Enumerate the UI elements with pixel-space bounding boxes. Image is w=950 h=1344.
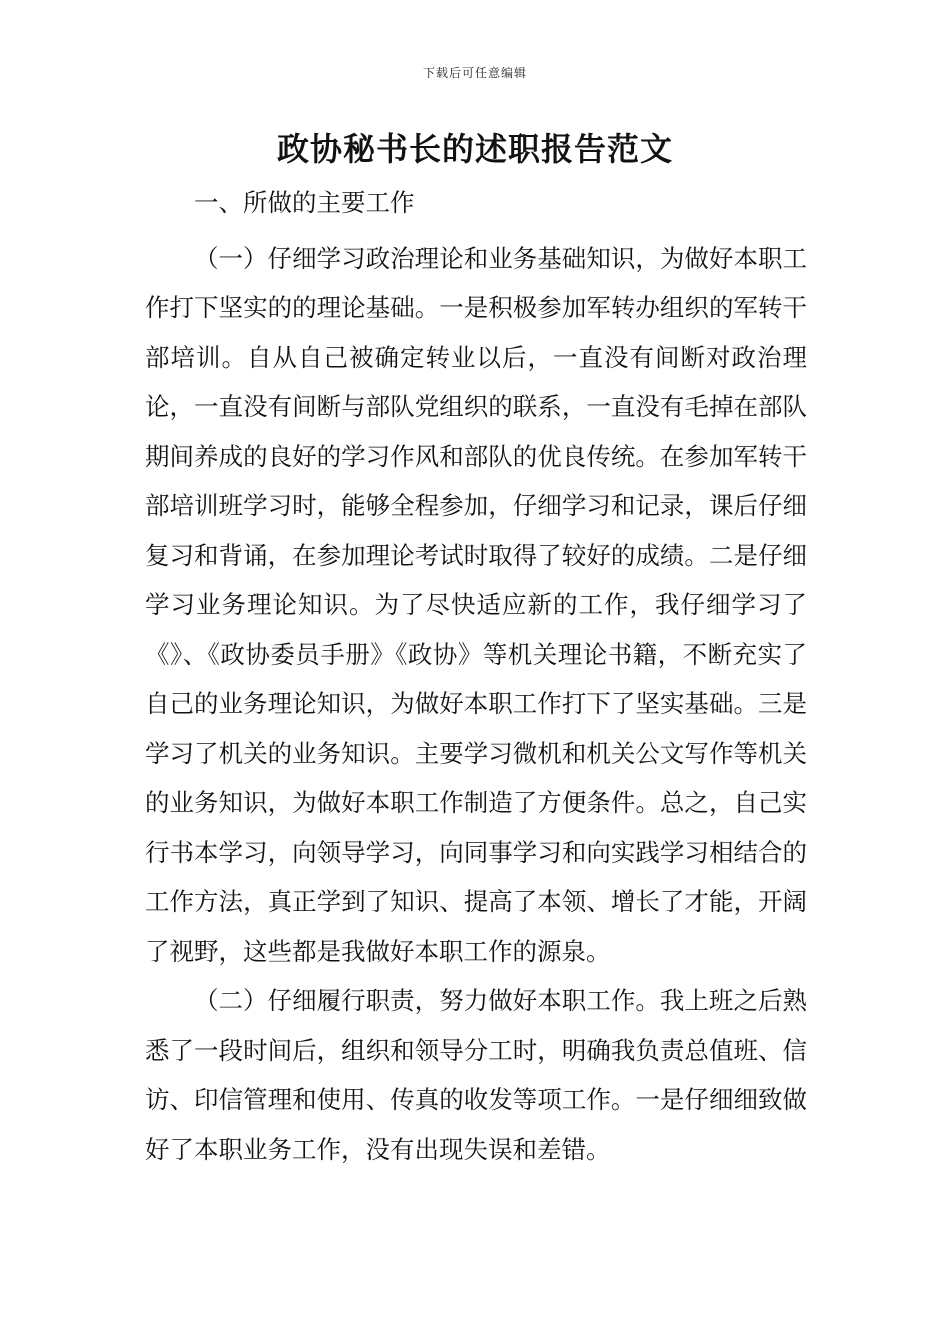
paragraph-1: （一）仔细学习政治理论和业务基础知识，为做好本职工作打下坚实的的理论基础。一是积极参加军转办组织的军转干部培训。自从自己被确定转业以后，一直没有间断对政治理论，一直没有间断与部队党组织的联系，一直没有毛掉在部队期间养成的良好的学习作风和部队的优良传统。在参加军转干部培训班学习时，能够全程参加，仔细学习和记录，课后仔细复习和背诵，在参加理论考试时取得了较好的成绩。二是仔细学习业务理论知识。为了尽快适应新的工作，我仔细学习了《》、《政协委员手册》《政协》等机关理论书籍，不断充实了自己的业务理论知识，为做好本职工作打下了坚实基础。三是学习了机关的业务知识。主要学习微机和机关公文写作等机关的业务知识，为做好本职工作制造了方便条件。总之，自己实行书本学习，向领导学习，向同事学习和向实践学习相结合的工作方法，真正学到了知识、提高了本领、增长了才能，开阔了视野，这些都是我做好本职工作的源泉。 xyxy=(145,243,807,966)
header-note: 下载后可任意编辑 xyxy=(422,66,527,80)
document-title: 政协秘书长的述职报告范文 xyxy=(276,130,673,168)
document-body xyxy=(145,178,807,1174)
section-heading: 一、所做的主要工作 xyxy=(194,188,415,217)
paragraph-2: （二）仔细履行职责，努力做好本职工作。我上班之后熟悉了一段时间后，组织和领导分工时，明确我负责总值班、信访、印信管理和使用、传真的收发等项工作。一是仔细细致做好了本职业务工作，没有出现失误和差错。 xyxy=(145,986,807,1164)
